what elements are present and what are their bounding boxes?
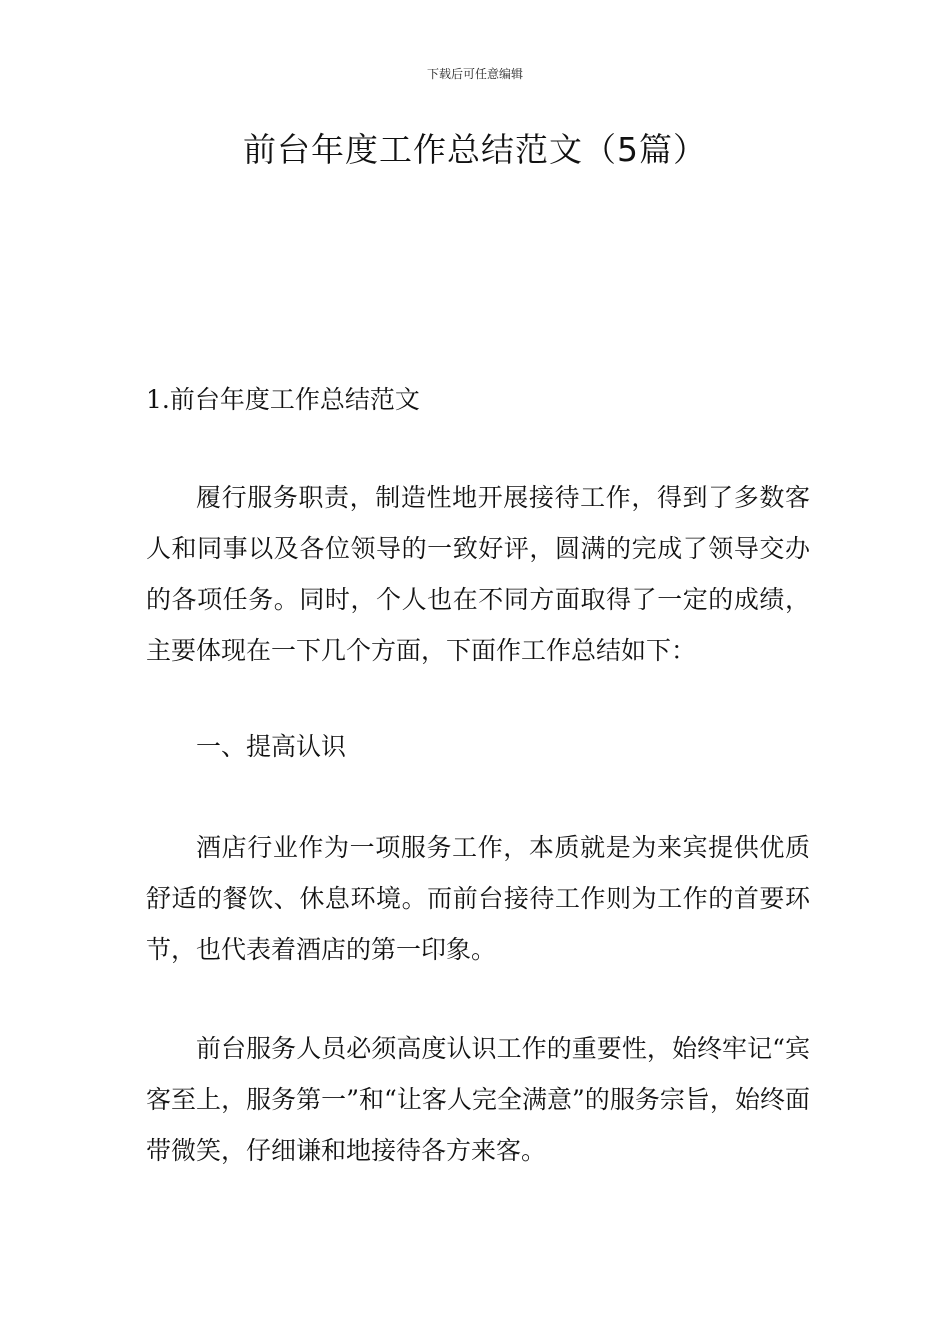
paragraph-intro: 履行服务职责，制造性地开展接待工作，得到了多数客人和同事以及各位领导的一致好评，圆满的完成了领导交办的各项任务。同时，个人也在不同方面取得了一定的成绩，主要体现在一下几个方面，下面作工作总结如下：: [146, 483, 810, 665]
document-title: 前台年度工作总结范文（5篇）: [243, 130, 707, 169]
header-note: 下载后可任意编辑: [426, 67, 523, 81]
paragraph-front-desk-staff: 前台服务人员必须高度认识工作的重要性，始终牢记“宾客至上，服务第一”和“让客人完全满意”的服务宗旨，始终面带微笑，仔细谦和地接待各方来客。: [146, 1034, 810, 1165]
paragraph-hotel-service: 酒店行业作为一项服务工作，本质就是为来宾提供优质舒适的餐饮、休息环境。而前台接待工作则为工作的首要环节，也代表着酒店的第一印象。: [146, 833, 810, 964]
heading-improve-awareness: 一、提高认识: [196, 732, 347, 761]
section-title: 1.前台年度工作总结范文: [146, 385, 420, 414]
